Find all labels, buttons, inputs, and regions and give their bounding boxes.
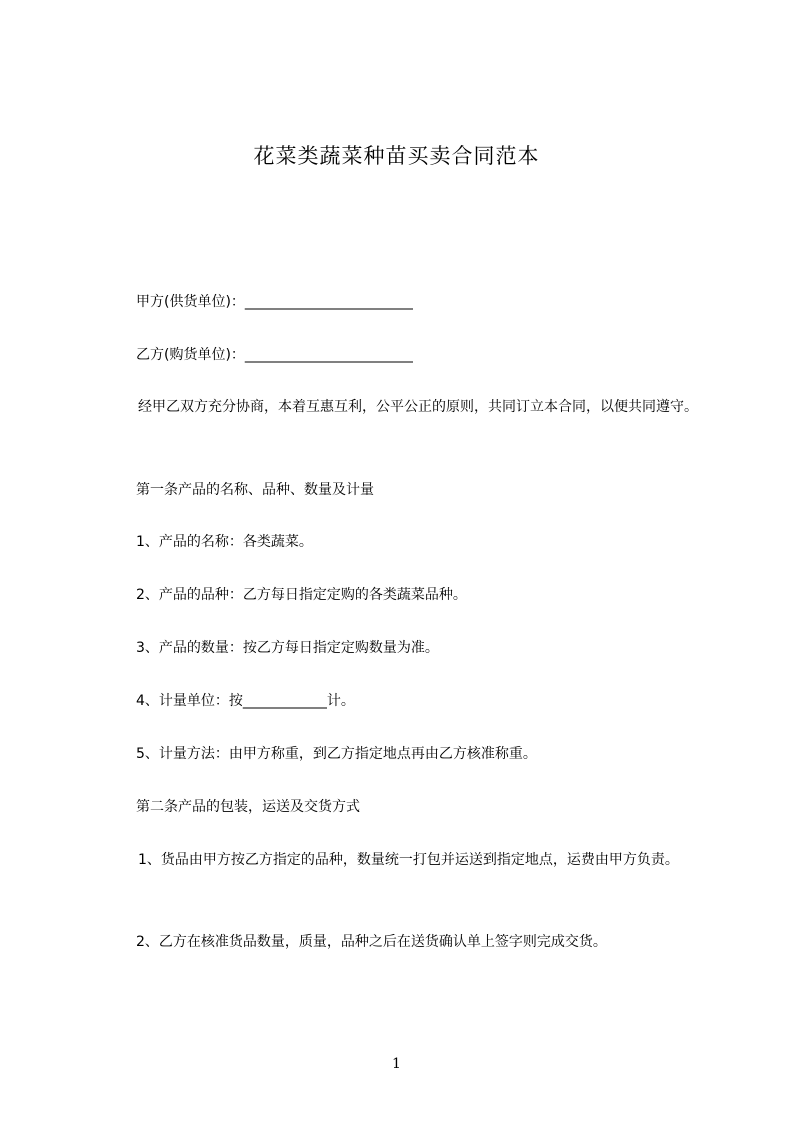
article1-item-4: 4、计量单位：按____________计。: [136, 693, 355, 709]
article1-item-2: 2、产品的品种：乙方每日指定定购的各类蔬菜品种。: [136, 587, 467, 603]
article1-item-5: 5、计量方法：由甲方称重，到乙方指定地点再由乙方核准称重。: [136, 746, 537, 762]
article1-item-1: 1、产品的名称：各类蔬菜。: [136, 534, 313, 550]
document-title: 花菜类蔬菜种苗买卖合同范本: [253, 144, 540, 168]
party-b-line: 乙方(购货单位)：________________________: [136, 347, 413, 363]
article2-item-2: 2、乙方在核准货品数量，质量，品种之后在送货确认单上签字则完成交货。: [136, 934, 607, 950]
article2-heading: 第二条产品的包装，运送及交货方式: [136, 799, 360, 815]
intro-paragraph: 经甲乙双方充分协商，本着互惠互利，公平公正的原则，共同订立本合同，以便共同遵守。: [138, 399, 698, 415]
article1-item-3: 3、产品的数量：按乙方每日指定定购数量为准。: [136, 640, 439, 656]
page-number: 1: [392, 1056, 401, 1072]
party-a-line: 甲方(供货单位)：________________________: [136, 294, 413, 310]
article2-item-1: 1、货品由甲方按乙方指定的品种，数量统一打包并运送到指定地点，运费由甲方负责。: [138, 852, 679, 868]
article1-heading: 第一条产品的名称、品种、数量及计量: [136, 482, 374, 498]
